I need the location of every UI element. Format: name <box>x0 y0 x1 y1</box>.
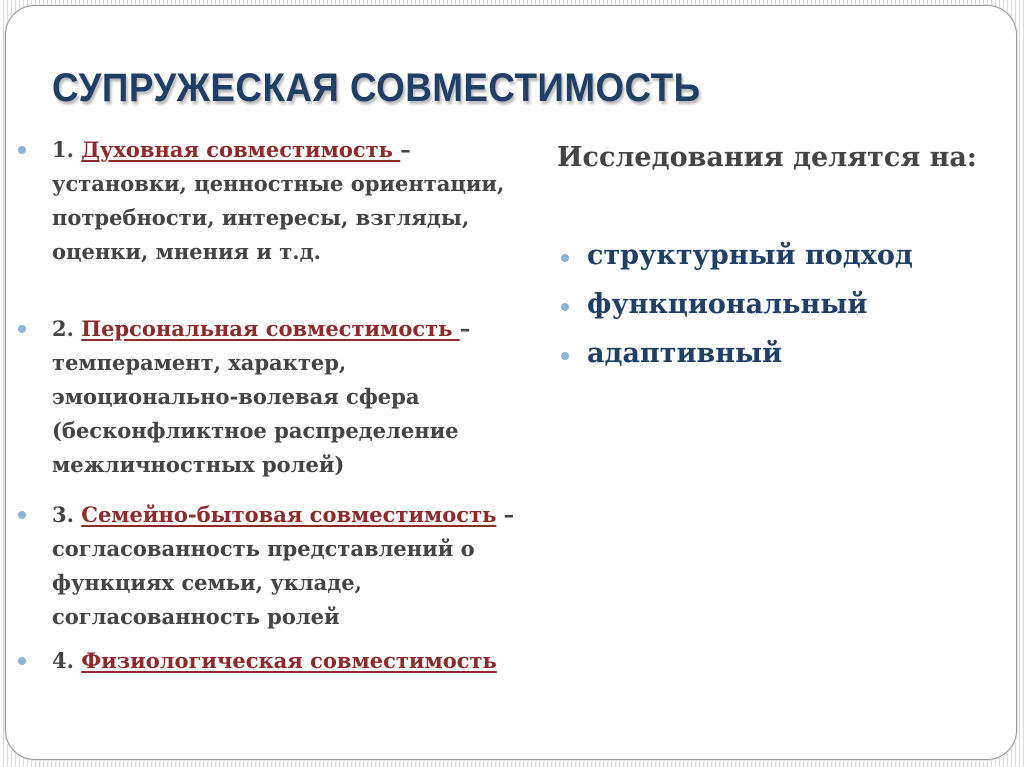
list-item-spiritual <box>52 133 532 269</box>
bullet-icon <box>18 146 26 154</box>
research-heading: Исследования делятся на: <box>557 142 977 173</box>
item-description: – согласованность представлений о функциях семьи, укладе, согласованность ролей <box>52 502 515 629</box>
bullet-icon <box>18 511 26 519</box>
item-term: Персональная совместимость <box>81 316 460 341</box>
approach-label: адаптивный <box>587 338 783 369</box>
bullet-icon <box>18 325 26 333</box>
approach-label: структурный подход <box>587 240 913 271</box>
item-term: Семейно-бытовая совместимость <box>81 502 497 527</box>
item-description: – установки, ценностные ориентации, потребности, интересы, взгляды, оценки, мнения и т.д. <box>52 137 505 264</box>
slide-title: СУПРУЖЕСКАЯ СОВМЕСТИМОСТЬ <box>52 66 701 110</box>
bullet-icon <box>18 657 26 665</box>
approach-functional <box>587 289 867 320</box>
bullet-icon <box>561 352 569 360</box>
list-item-personal <box>52 312 532 482</box>
bullet-icon <box>561 254 569 262</box>
list-item-physiological <box>52 644 532 678</box>
item-term: Духовная совместимость <box>81 137 401 162</box>
item-description: – темперамент, характер, эмоционально-волевая сфера (бесконфликтное распределение межличностных ролей) <box>52 316 471 477</box>
item-number: 4. <box>52 648 82 673</box>
item-number: 2. <box>52 316 82 341</box>
item-number: 1. <box>52 137 82 162</box>
item-number: 3. <box>52 502 82 527</box>
approach-adaptive <box>587 338 782 369</box>
bullet-icon <box>561 303 569 311</box>
item-term: Физиологическая совместимость <box>81 648 497 673</box>
approach-label: функциональный <box>587 289 868 320</box>
list-item-household <box>52 498 532 634</box>
approach-structural <box>587 240 913 271</box>
